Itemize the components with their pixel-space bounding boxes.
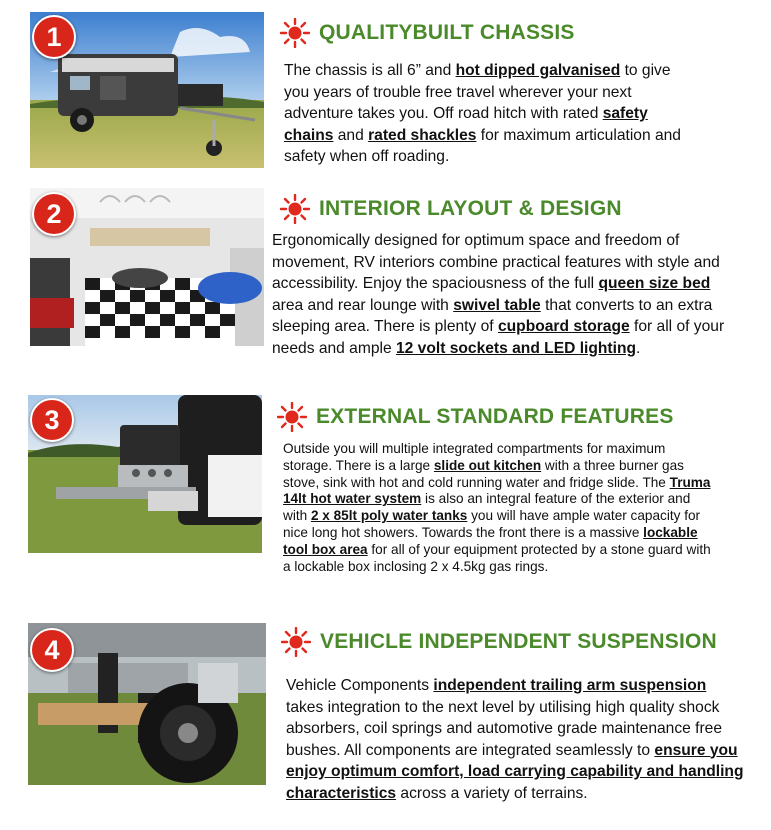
section-number-badge: 3 bbox=[30, 398, 74, 442]
section-heading bbox=[280, 18, 575, 48]
sun-burst-icon bbox=[277, 402, 307, 432]
sun-burst-icon bbox=[280, 194, 310, 224]
highlight-safety-chains: safety chains bbox=[284, 105, 648, 144]
section-heading bbox=[280, 194, 622, 224]
highlight-slide-out-kitchen: slide out kitchen bbox=[433, 457, 542, 473]
section-description: The chassis is all 6” and hot dipped galvanised to give you years of trouble free travel wherever your next adventure takes you. Off road hitch with rated safety chains and rated shackles for maximum articulation and safety when off roading. bbox=[284, 62, 681, 165]
section-title: EXTERNAL STANDARD FEATURES bbox=[316, 405, 674, 428]
section-chassis bbox=[0, 0, 771, 180]
section-number-badge: 2 bbox=[32, 192, 76, 236]
section-number-badge: 1 bbox=[32, 15, 76, 59]
highlight-poly-water-tanks: 2 x 85lt poly water tanks bbox=[310, 508, 468, 524]
highlight-truma-hot-water: Truma 14lt hot water system bbox=[283, 474, 711, 507]
section-description: Vehicle Components independent trailing arm suspension takes integration to the next level by utilising high quality shock absorbers, coil springs and automotive grade maintenance free bushes. All components are integrated seamlessly to ensure you enjoy optimum comfort, load carrying capability and handling characteristics across a variety of terrains. bbox=[286, 677, 744, 802]
section-heading bbox=[277, 402, 674, 432]
section-title: QUALITYBUILT CHASSIS bbox=[319, 21, 575, 44]
section-suspension bbox=[0, 615, 771, 830]
highlight-swivel-table: swivel table bbox=[453, 296, 541, 314]
section-description: Outside you will multiple integrated compartments for maximum storage. There is a large slide out kitchen with a three burner gas stove, sink with hot and cold running water and fridge slide. The Truma 14lt hot water system is also an integral feature of the exterior and with 2 x 85lt poly water tanks you will have ample water capacity for nice long hot showers. Towards the front there is a massive lockable tool box area for all of your equipment protected by a stone guard with a lockable box inclosing 2 x 4.5kg gas rings. bbox=[283, 441, 711, 574]
sun-burst-icon bbox=[280, 18, 310, 48]
section-title: INTERIOR LAYOUT & DESIGN bbox=[319, 197, 622, 220]
highlight-12-volt-sockets: 12 volt sockets and LED lighting bbox=[395, 339, 636, 357]
highlight-cupboard-storage: cupboard storage bbox=[497, 318, 630, 335]
sun-burst-icon bbox=[281, 627, 311, 657]
section-heading bbox=[281, 627, 717, 657]
highlight-queen-size-bed: queen size bed bbox=[598, 275, 711, 292]
section-external bbox=[0, 390, 771, 615]
section-title: VEHICLE INDEPENDENT SUSPENSION bbox=[320, 630, 717, 653]
highlight-lockable-tool-box: lockable tool box area bbox=[283, 524, 698, 557]
highlight-rated-shackles: rated shackles bbox=[368, 126, 477, 144]
highlight-hot-dipped-galvanised: hot dipped galvanised bbox=[455, 62, 621, 79]
section-number-badge: 4 bbox=[30, 628, 74, 672]
highlight-trailing-arm-suspension: independent trailing arm suspension bbox=[433, 677, 707, 694]
section-interior bbox=[0, 180, 771, 390]
section-description: Ergonomically designed for optimum space and freedom of movement, RV interiors combine practical features with style and accessibility. Enjoy the spaciousness of the full queen size bed area and rear lounge with swivel table that converts to an extra sleeping area. There is plenty of cupboard storage for all of your needs and ample 12 volt sockets and LED lighting. bbox=[272, 232, 725, 357]
highlight-optimum-comfort: ensure you enjoy optimum comfort, load carrying capability and handling characteristics bbox=[286, 741, 744, 802]
